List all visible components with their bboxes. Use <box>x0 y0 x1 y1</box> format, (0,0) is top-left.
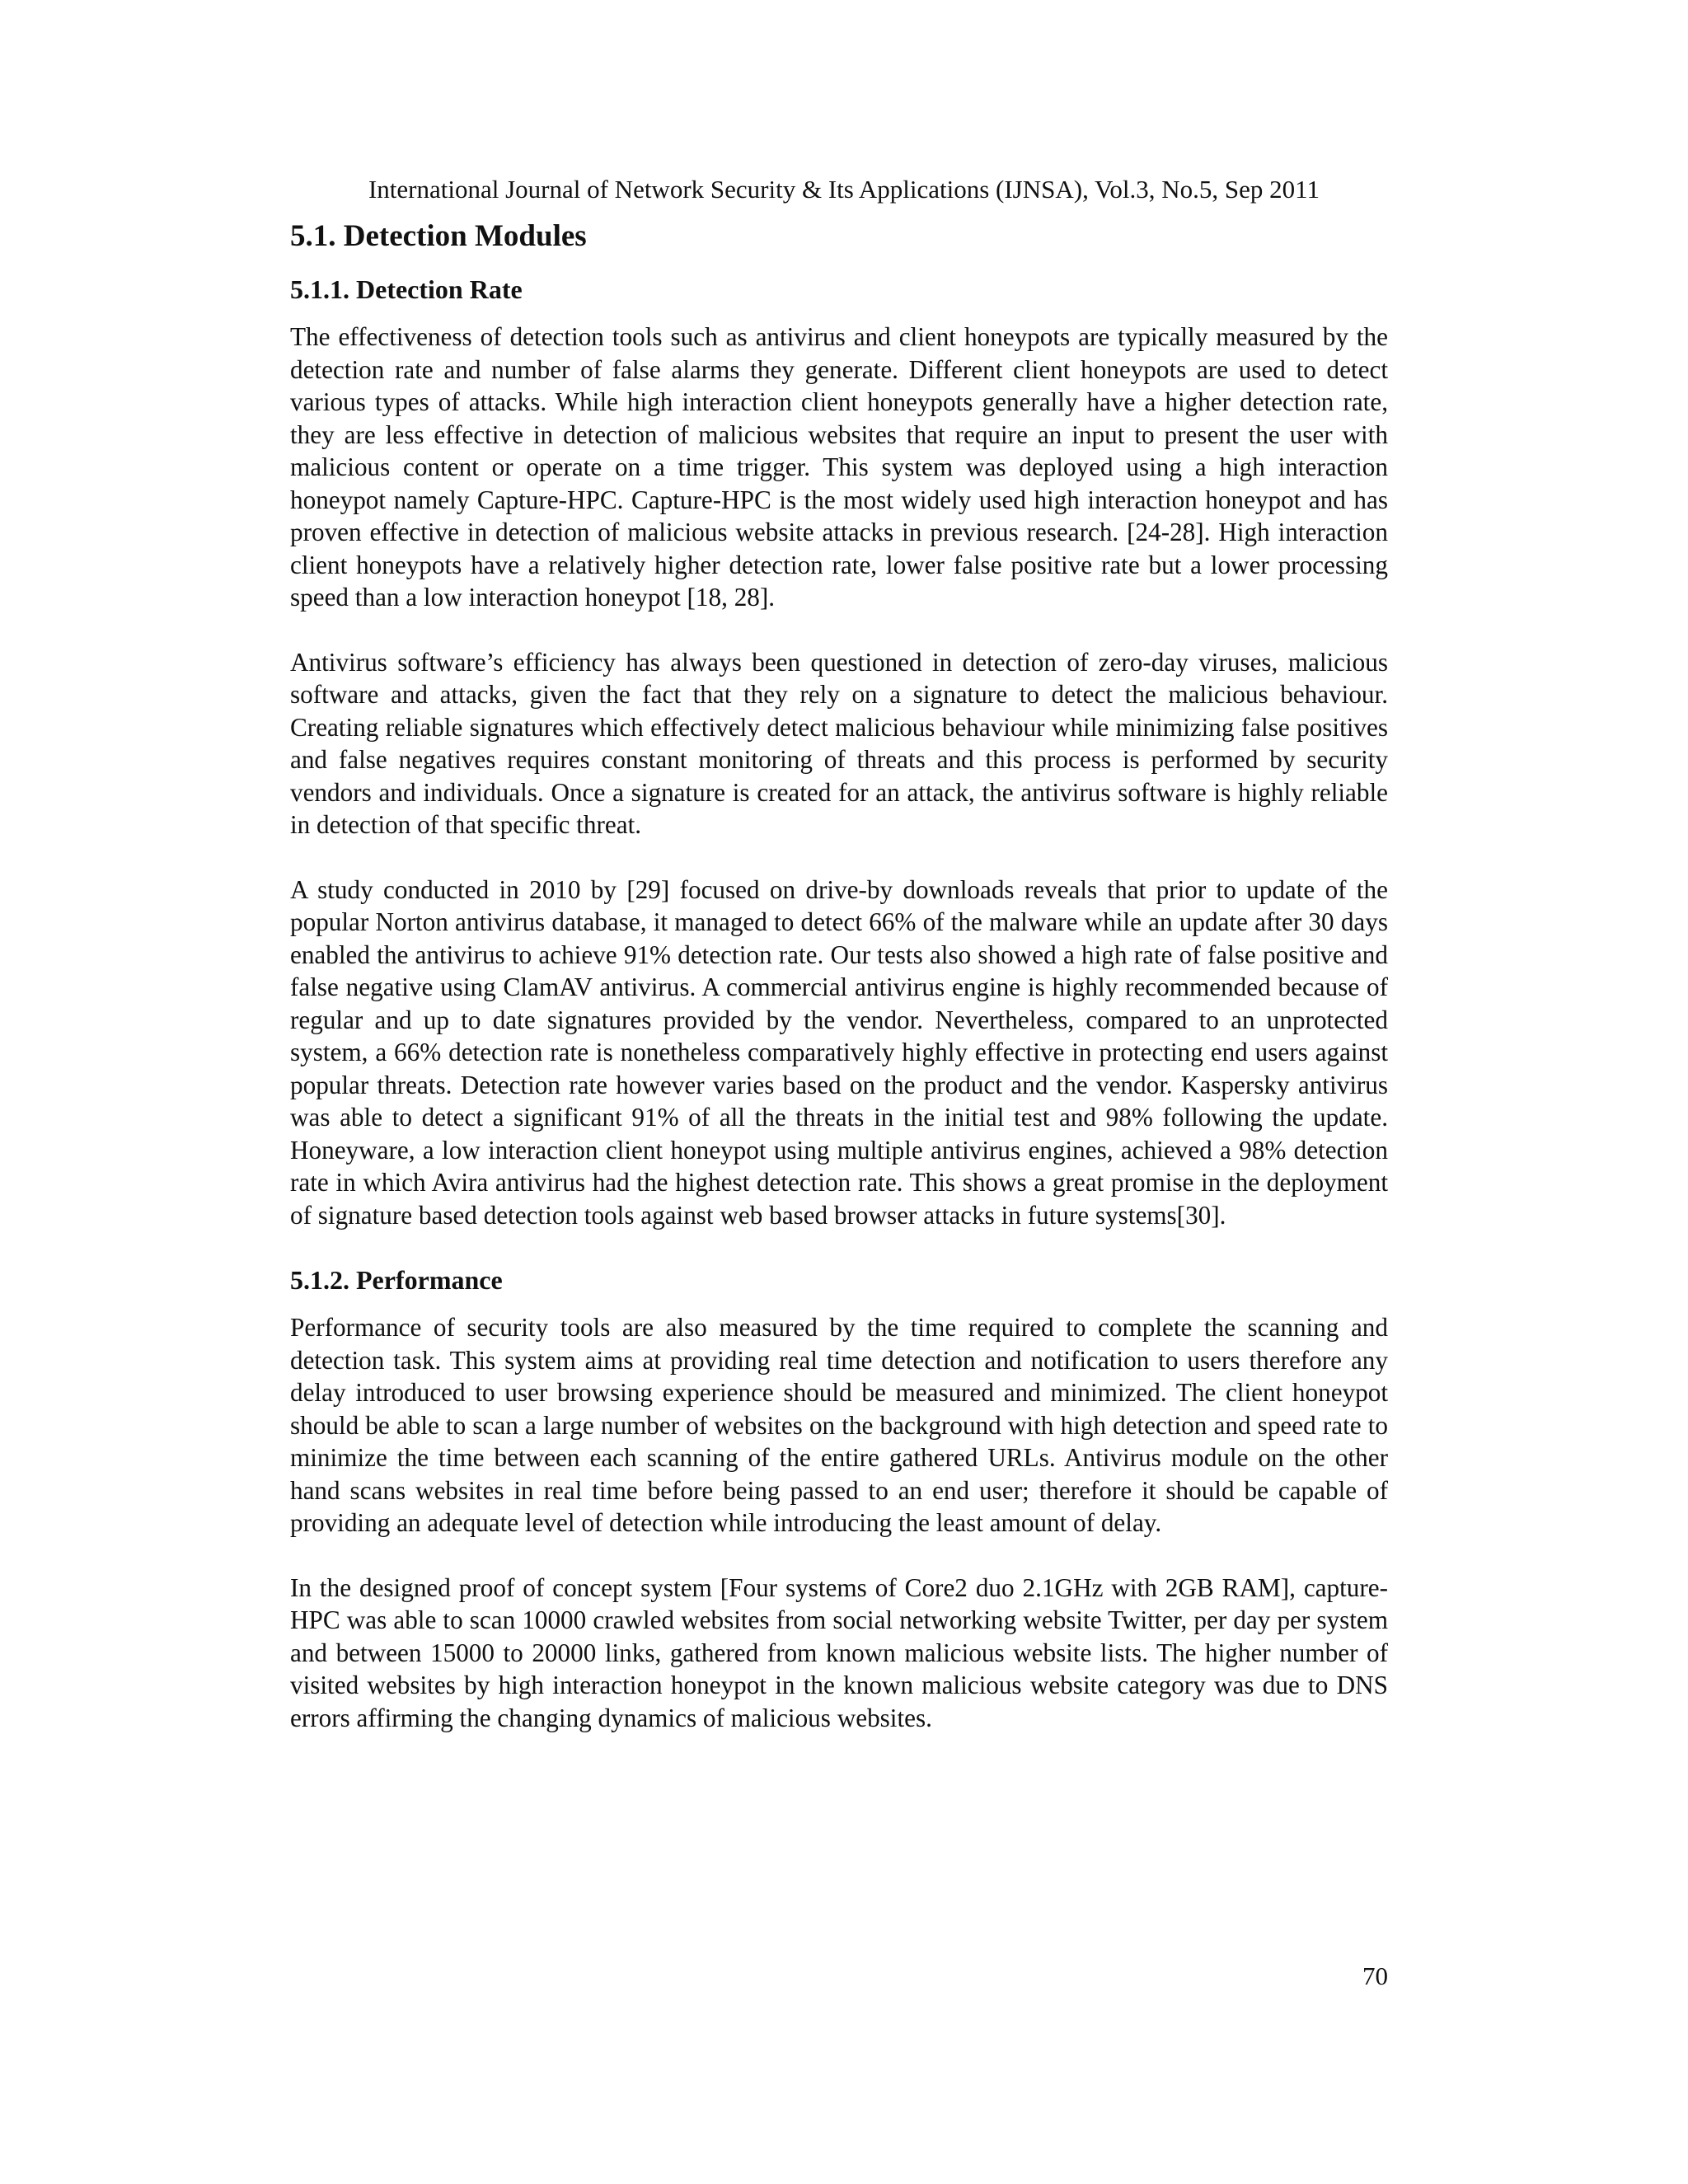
subsection-heading-detection-rate: 5.1.1. Detection Rate <box>290 274 523 304</box>
page-body <box>290 217 1388 1734</box>
page-number: 70 <box>1362 1961 1388 1990</box>
subsection-heading-performance: 5.1.2. Performance <box>290 1265 503 1295</box>
paragraph: In the designed proof of concept system [Four systems of Core2 duo 2.1GHz with 2GB RAM], capture-HPC was able to scan 10000 crawled websites from social networking website Twitter, per day per system and between 15000 to 20000 links, gathered from known malicious website lists. The higher number of visited websites by high interaction honeypot in the known malicious website category was due to DNS errors affirming the changing dynamics of malicious websites. <box>290 1572 1388 1732</box>
paragraph: The effectiveness of detection tools such as antivirus and client honeypots are typically measured by the detection rate and number of false alarms they generate. Different client honeypots are used to detect various types of attacks. While high interaction client honeypots generally have a higher detection rate, they are less effective in detection of malicious websites that require an input to present the user with malicious content or operate on a time trigger. This system was deployed using a high interaction honeypot namely Capture-HPC. Capture-HPC is the most widely used high interaction honeypot and has proven effective in detection of malicious website attacks in previous research. [24-28]. High interaction client honeypots have a relatively higher detection rate, lower false positive rate but a lower processing speed than a low interaction honeypot [18, 28]. <box>290 322 1388 612</box>
running-header: International Journal of Network Security & Its Applications (IJNSA), Vol.3, No.5, Sep 2011 <box>368 175 1320 204</box>
paragraph: A study conducted in 2010 by [29] focused on drive-by downloads reveals that prior to update of the popular Norton antivirus database, it managed to detect 66% of the malware while an update after 30 days enabled the antivirus to achieve 91% detection rate. Our tests also showed a high rate of false positive and false negative using ClamAV antivirus. A commercial antivirus engine is highly recommended because of regular and up to date signatures provided by the vendor. Nevertheless, compared to an unprotected system, a 66% detection rate is nonetheless comparatively highly effective in protecting end users against popular threats. Detection rate however varies based on the product and the vendor. Kaspersky antivirus was able to detect a significant 91% of all the threats in the initial test and 98% following the update. Honeyware, a low interaction client honeypot using multiple antivirus engines, achieved a 98% detection rate in which Avira antivirus had the highest detection rate. This shows a great promise in the deployment of signature based detection tools against web based browser attacks in future systems[30]. <box>290 874 1388 1230</box>
section-heading: 5.1. Detection Modules <box>290 219 587 253</box>
paragraph: Antivirus software’s efficiency has always been questioned in detection of zero-day viruses, malicious software and attacks, given the fact that they rely on a signature to detect the malicious behaviour. Creating reliable signatures which effectively detect malicious behaviour while minimizing false positives and false negatives requires constant monitoring of threats and this process is performed by security vendors and individuals. Once a signature is created for an attack, the antivirus software is highly reliable in detection of that specific threat. <box>290 647 1388 839</box>
paragraph: Performance of security tools are also measured by the time required to complete the scanning and detection task. This system aims at providing real time detection and notification to users therefore any delay introduced to user browsing experience should be measured and minimized. The client honeypot should be able to scan a large number of websites on the background with high detection and speed rate to minimize the time between each scanning of the entire gathered URLs. Antivirus module on the other hand scans websites in real time before being passed to an end user; therefore it should be capable of providing an adequate level of detection while introducing the least amount of delay. <box>290 1313 1388 1537</box>
